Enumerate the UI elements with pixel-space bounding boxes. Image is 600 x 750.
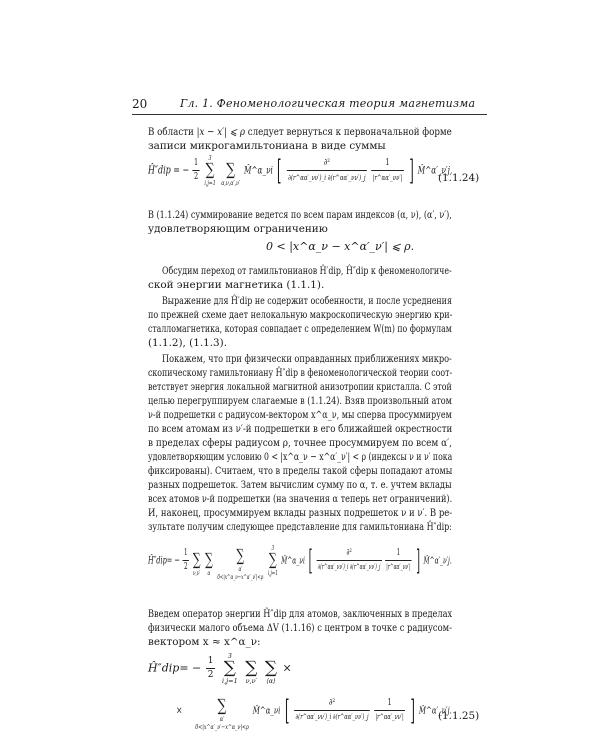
- sum-bottom: i,j=1: [204, 179, 216, 187]
- num: ∂²: [346, 548, 352, 558]
- paragraph-5-line: разных подрешеток. Затем вычислим сумму по α, т. е. учтем вклады: [148, 479, 452, 491]
- num: 1: [385, 158, 390, 168]
- sigma: ∑: [205, 160, 215, 180]
- den: 2: [207, 670, 214, 680]
- paragraph-1-line-2: записи микрогамильтониана в виде суммы: [148, 140, 386, 152]
- sum-alpha: [265, 652, 277, 685]
- num: ∂²: [323, 158, 330, 168]
- inverse-distance: [371, 158, 404, 183]
- inverse-distance: [374, 698, 405, 723]
- sum-alpha-prime: [217, 540, 263, 581]
- left-bracket: [: [284, 693, 290, 727]
- den: ∂(r^αα′_νν′)_i ∂(r^αα′_νν′)_j: [317, 560, 382, 573]
- paragraph-5-line: скопическому гамильтониану Ĥ″dip в феноменологической теории соот-: [148, 367, 453, 379]
- paragraph-5-line: зультате получим следующее представление для гамильтониана Ĥ″dip:: [148, 521, 452, 533]
- page-number: 20: [132, 97, 148, 111]
- right-bracket: ]: [416, 543, 420, 577]
- sigma: ∑: [205, 550, 213, 570]
- sigma: ∑: [223, 658, 236, 678]
- num: 1: [387, 698, 392, 708]
- paragraph-3-line-1: Обсудим переход от гамильтонианов Ĥ′dip, Ĥ″dip к феноменологиче-: [162, 265, 452, 277]
- sum-top: 3: [208, 154, 212, 162]
- num: 1: [193, 158, 199, 168]
- sum-bottom: 0<|x^α′_ν′−x^α_ν|<ρ: [195, 723, 249, 731]
- sigma: ∑: [192, 550, 201, 570]
- den: 2: [183, 562, 188, 572]
- sigma: ∑: [245, 658, 258, 678]
- eq-sign: = −: [166, 554, 180, 567]
- sum-bottom: α: [207, 569, 211, 577]
- sum-bottom: α,ν,α′,ν′: [221, 179, 241, 187]
- eq-lhs: Ĥ″dip: [148, 661, 180, 675]
- moment-operator: M̂^α′_ν′j,: [417, 165, 453, 177]
- sum-bottom: 0<|x^α_ν−x^α′_ν′|<ρ: [217, 573, 264, 581]
- inline-formula: |x − x′| ⩽ ρ: [196, 126, 245, 138]
- sum-ij: [222, 652, 238, 685]
- den: 2: [193, 172, 199, 182]
- right-bracket: ]: [409, 153, 414, 187]
- derivative-fraction: [317, 548, 382, 573]
- moment-operator: M̂^α_νi: [252, 705, 281, 717]
- header-rule: [132, 114, 487, 115]
- equation-regrouped: [148, 540, 452, 581]
- fraction-half: [183, 548, 189, 573]
- constraint-equation: 0 < |x^α_ν − x^α′_ν′| ⩽ ρ.: [266, 240, 415, 253]
- paragraph-4-line-4: (1.1.2), (1.1.3).: [148, 337, 228, 349]
- sum-nu: [245, 652, 257, 685]
- equation-1-1-25-line-2: [176, 690, 452, 731]
- sum-nu: [193, 544, 201, 577]
- running-header: [132, 97, 487, 113]
- moment-operator: M̂^α_νi: [244, 165, 273, 177]
- sum-top: 3: [271, 544, 275, 552]
- paragraph-4-line-3: сталломагнетика, которая совпадает с определением W(m) по формулам: [148, 323, 452, 335]
- sum-index: α′: [219, 715, 225, 723]
- den: ∂(r^αα′_νν′)_i ∂(r^αα′_νν′)_j: [294, 710, 370, 723]
- sum-alpha: [205, 544, 213, 577]
- paragraph-4-line-1: Выражение для Ĥ′dip не содержит особенности, и после усреднения: [162, 295, 452, 307]
- eq-lhs: Ĥ″dip: [148, 554, 167, 567]
- sum-bottom: i,j=1: [267, 569, 278, 577]
- sigma: ∑: [226, 160, 236, 180]
- sum-alpha-nu: [221, 154, 240, 187]
- moment-operator: M̂^α′_ν′j.: [423, 555, 452, 567]
- times-sign: ×: [176, 704, 183, 717]
- equation-1-1-25-line-1: [148, 652, 292, 685]
- paragraph-5-line: по всем атомам из ν′-й подрешетки в его ближайшей окрестности: [148, 423, 453, 435]
- running-title: Гл. 1. Феноменологическая теория магнетизма: [180, 97, 476, 110]
- left-bracket: [: [277, 153, 282, 187]
- sigma: ∑: [264, 658, 278, 678]
- paragraph-1-line-1: [148, 126, 452, 139]
- paragraph-6-line: физически малого объема ΔV (1.1.16) с центром в точке с радиусом-: [148, 622, 452, 634]
- sum-bottom: i,j=1: [221, 677, 238, 685]
- derivative-fraction: [294, 698, 370, 723]
- sum-alpha-prime: [195, 690, 249, 731]
- equation-number: (1.1.25): [438, 710, 480, 722]
- moment-operator: M̂^α′_ν′j.: [418, 705, 452, 717]
- paragraph-5-line: в пределах сферы радиусом ρ, точнее просуммируем по всем α′,: [148, 437, 452, 449]
- eq-lhs: Ĥ″dip: [148, 163, 171, 177]
- den: |r^αα′_νν′|: [385, 560, 412, 573]
- eq-sign: = −: [179, 661, 202, 675]
- paragraph-5-line: Покажем, что при физически оправданных приближениях микро-: [162, 353, 452, 365]
- paragraph-4-line-2: по прежней схеме дает нелокальную макроскопическую энергию кри-: [148, 309, 453, 321]
- paragraph-5-line: удовлетворяющим условию 0 < |x^α_ν − x^α′_ν′| < ρ (индексы ν и ν′ пока: [148, 451, 453, 463]
- paragraph-6-line: Введем оператор энергии Ĥ″dip для атомов, заключенных в пределах: [148, 608, 453, 620]
- sigma: ∑: [236, 546, 245, 566]
- sum-bottom: ν,ν′: [193, 569, 201, 577]
- paragraph-6-line: вектором x ≈ x^α_ν:: [148, 636, 261, 648]
- right-bracket: ]: [410, 693, 415, 727]
- fraction-half: [193, 158, 200, 183]
- text: В области: [148, 126, 197, 138]
- num: 1: [207, 656, 214, 666]
- fraction-half: [206, 656, 216, 681]
- sum-index: α′: [238, 565, 243, 573]
- den: |r^αα′_νν′|: [374, 710, 405, 723]
- num: 1: [183, 548, 188, 558]
- times-sign: ×: [282, 661, 292, 675]
- equation-1-1-24: [148, 154, 452, 187]
- paragraph-2-line-1: В (1.1.24) суммирование ведется по всем парам индексов (α, ν), (α′, ν′),: [148, 209, 452, 221]
- paragraph-5-line: И, наконец, просуммируем вклады разных подрешеток ν и ν′. В ре-: [148, 507, 453, 519]
- paragraph-5-line: ветствует энергия локальной магнитной анизотропии кристалла. С этой: [148, 381, 452, 393]
- inverse-distance: [385, 548, 412, 573]
- den: ∂(r^αα′_νν′)_i ∂(r^αα′_νν′)_j: [287, 170, 367, 183]
- derivative-fraction: [287, 158, 367, 183]
- sum-top: 3: [227, 652, 232, 660]
- den: |r^αα′_νν′|: [371, 170, 404, 183]
- paragraph-5-line: всех атомов ν-й подрешетки (на значения α теперь нет ограничений).: [148, 493, 453, 505]
- paragraph-3-line-2: ской энергии магнетика (1.1.1).: [148, 279, 325, 291]
- num: ∂²: [329, 698, 336, 708]
- sum-bottom: ν,ν′: [245, 677, 258, 685]
- equation-number: (1.1.24): [438, 172, 480, 184]
- paragraph-2-line-2: удовлетворяющим ограничению: [148, 223, 328, 235]
- text: следует вернуться к первоначальной форме: [244, 126, 452, 138]
- sum-bottom: ⟨α⟩: [266, 677, 276, 685]
- sum-ij: [268, 544, 278, 577]
- sigma: ∑: [269, 550, 277, 570]
- paragraph-5-line: фиксированы). Считаем, что в пределы такой сферы попадают атомы: [148, 465, 453, 477]
- paragraph-5-line: целью перегруппируем слагаемые в (1.1.24). Взяв произвольный атом: [148, 395, 452, 407]
- moment-operator: M̂^α_νi: [281, 555, 305, 567]
- left-bracket: [: [308, 543, 313, 577]
- eq-sign: = −: [173, 163, 190, 177]
- num: 1: [396, 548, 401, 558]
- paragraph-5-line: ν-й подрешетки с радиусом-вектором x^α_ν, мы сперва просуммируем: [148, 409, 452, 421]
- sigma: ∑: [217, 696, 227, 716]
- sum-ij: [204, 154, 215, 187]
